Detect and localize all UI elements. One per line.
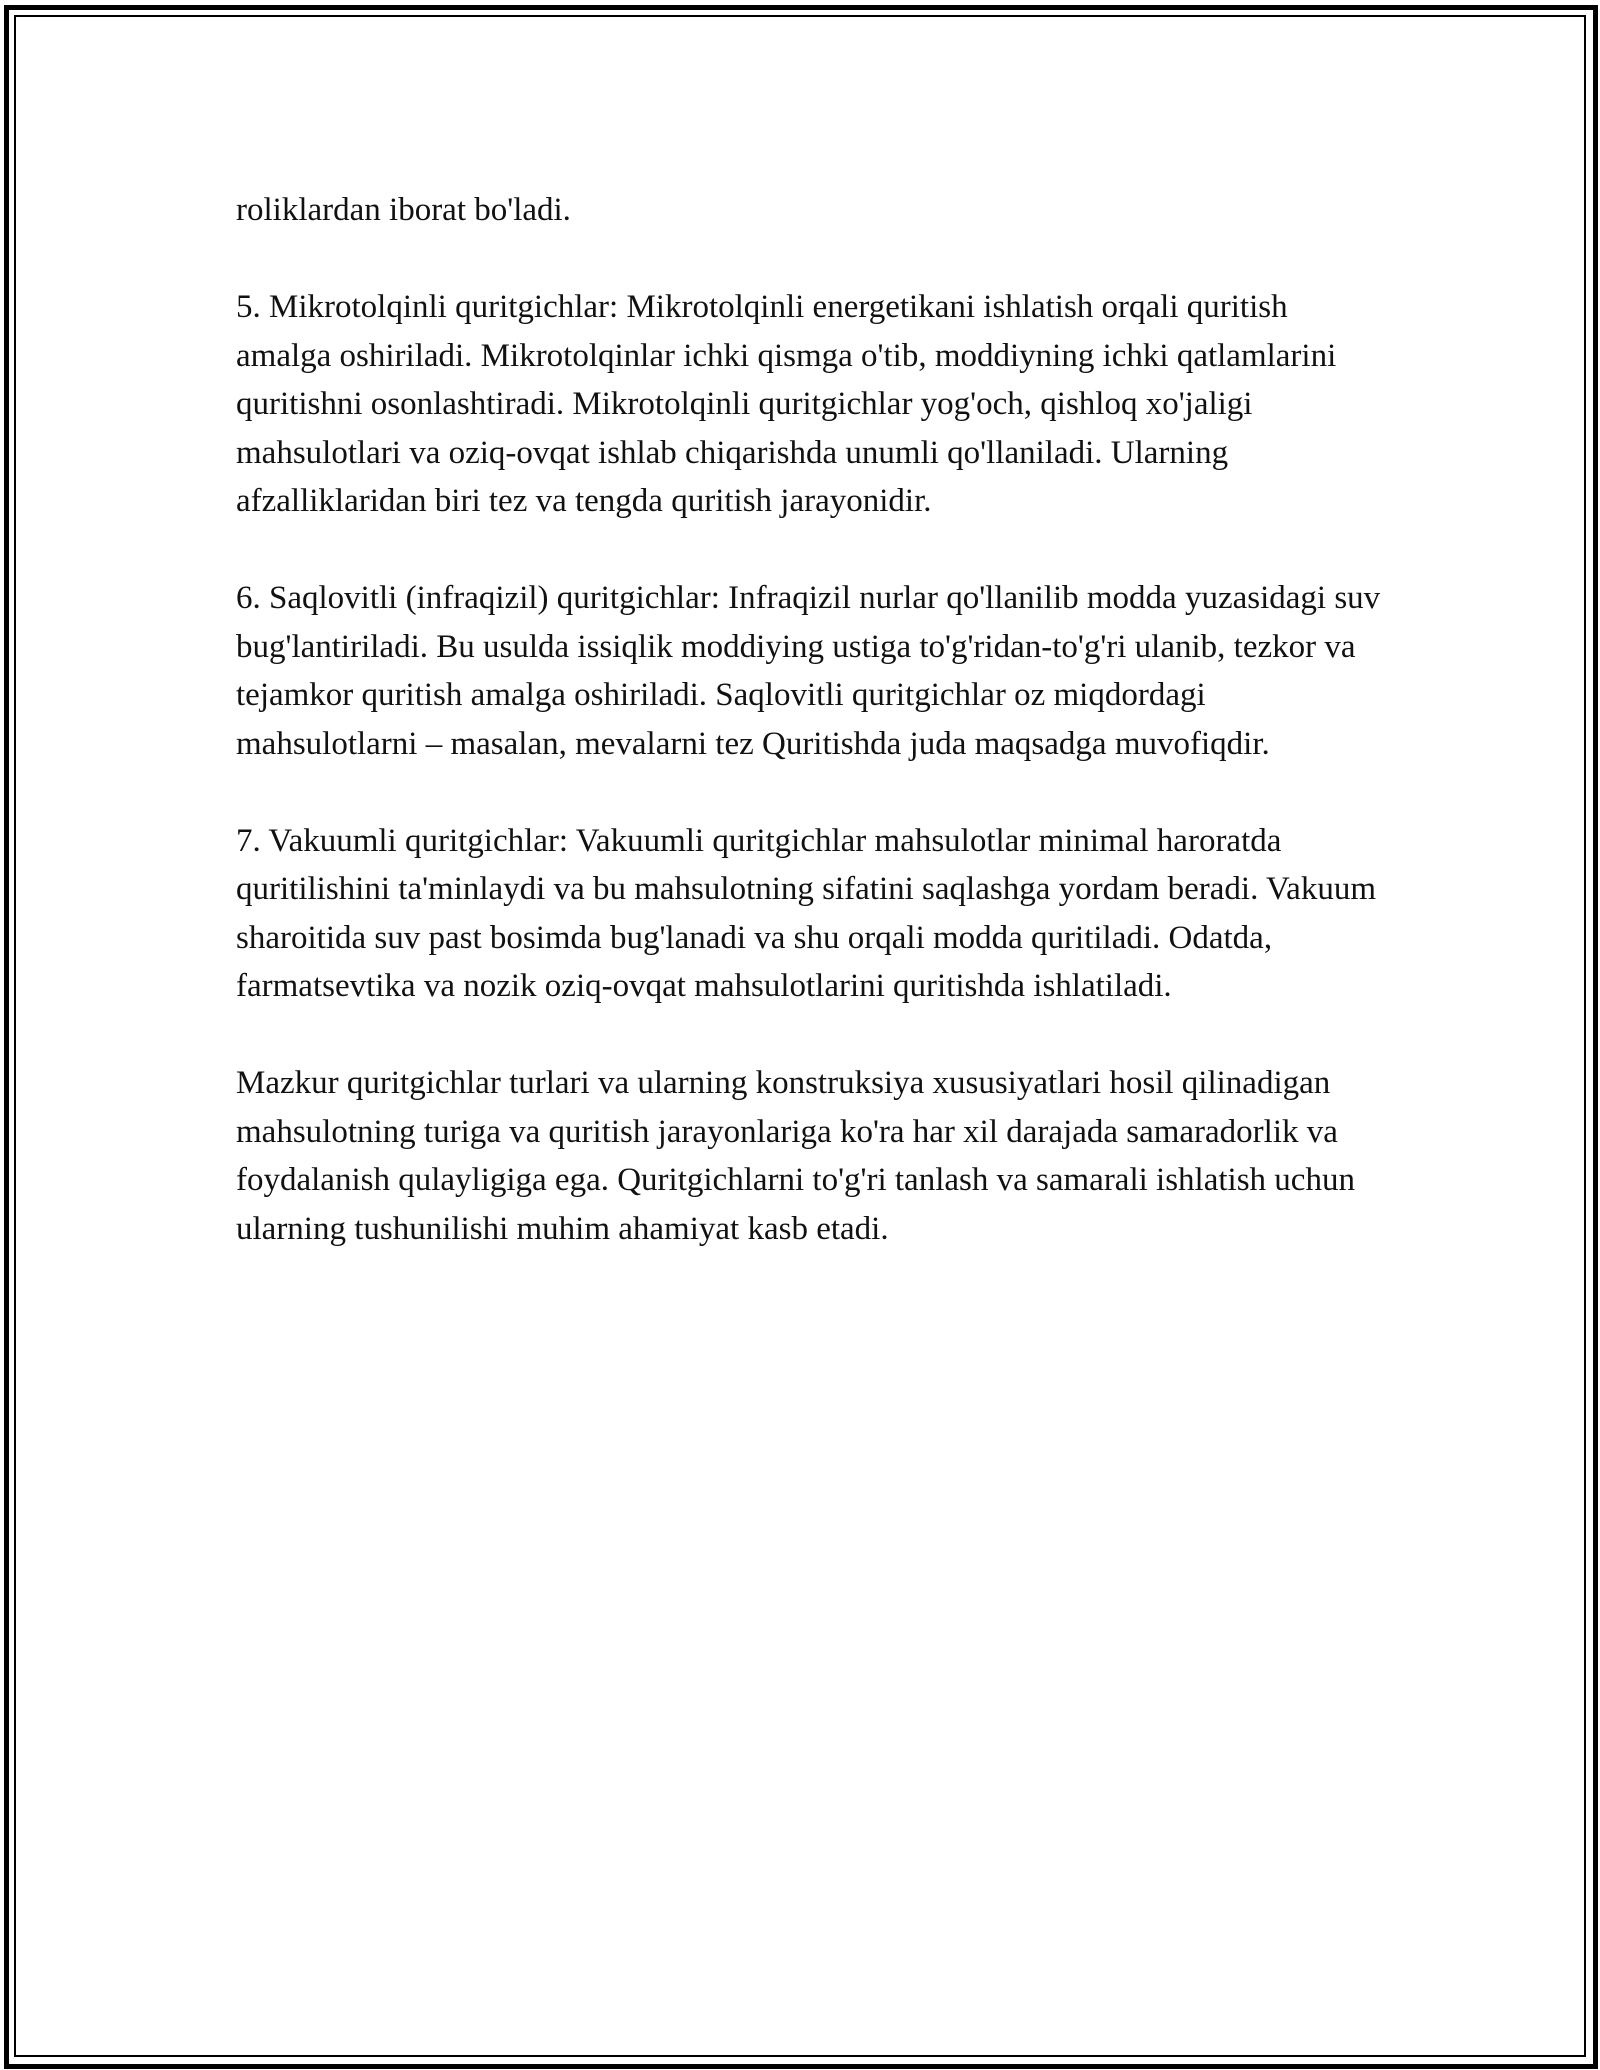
paragraph-continuation: roliklardan iborat bo'ladi. xyxy=(236,192,571,228)
paragraph-conclusion: Mazkur quritgichlar turlari va ularning konstruksiya xususiyatlari hosil qilinadigan mahsulotning turiga va quritish jarayonlariga ko'ra har xil darajada samaradorlik va foydalanish qulayligiga ega. Quritgichlarni to'g'ri tanlash va samarali ishlatish uchun ularning tushunilishi muhim ahamiyat kasb etadi. xyxy=(236,1065,1355,1247)
paragraph-vacuum-dryers: 7. Vakuumli quritgichlar: Vakuumli quritgichlar mahsulotlar minimal haroratda quritilishini ta'minlaydi va bu mahsulotning sifatini saqlashga yordam beradi. Vakuum sharoitida suv past bosimda bug'lanadi va shu orqali modda quritiladi. Odatda, farmatsevtika va nozik oziq-ovqat mahsulotlarini quritishda ishlatiladi. xyxy=(236,822,1376,1004)
paragraph-infrared-dryers: 6. Saqlovitli (infraqizil) quritgichlar: Infraqizil nurlar qo'llanilib modda yuzasidagi suv bug'lantiriladi. Bu usulda issiqlik moddiying ustiga to'g'ridan-to'g'ri ulanib, tezkor va tejamkor quritish amalga oshiriladi. Saqlovitli quritgichlar oz miqdordagi mahsulotlarni – masalan, mevalarni tez Quritishda juda maqsadga muvofiqdir. xyxy=(236,580,1381,762)
paragraph-microwave-dryers: 5. Mikrotolqinli quritgichlar: Mikrotolqinli energetikani ishlatish orqali quritish amalga oshiriladi. Mikrotolqinlar ichki qismga o'tib, moddiyning ichki qatlamlarini quritishni osonlashtiradi. Mikrotolqinli quritgichlar yog'och, qishloq xo'jaligi mahsulotlari va oziq-ovqat ishlab chiqarishda unumli qo'llaniladi. Ularning afzalliklaridan biri tez va tengda quritish jarayonidir. xyxy=(236,289,1337,519)
document-body xyxy=(236,186,1386,1302)
